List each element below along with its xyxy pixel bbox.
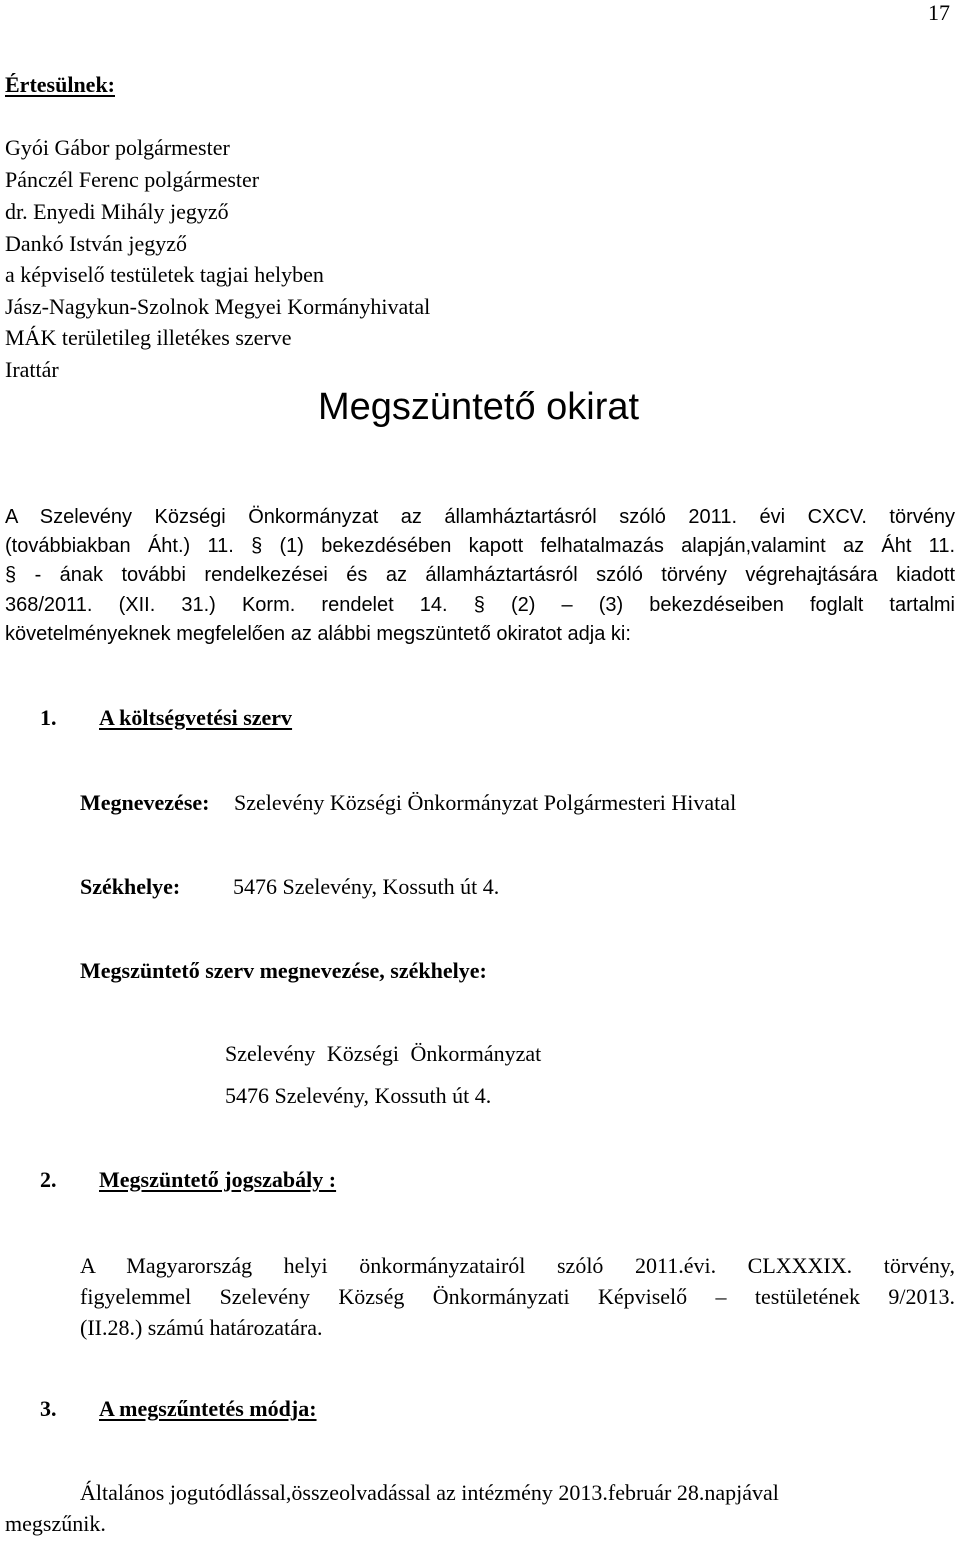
- section-3-number: 3.: [40, 1396, 57, 1421]
- recipient-item: Pánczél Ferenc polgármester: [5, 167, 260, 192]
- terminator-name: Szelevény Községi Önkormányzat: [225, 1041, 542, 1066]
- intro-line-text: A Szelevény Községi Önkormányzat az államháztartásról szóló 2011. évi CXCV. törvény: [5, 506, 955, 528]
- seat-value: 5476 Szelevény, Kossuth út 4.: [233, 874, 500, 899]
- termination-line: megszűnik.: [5, 1511, 106, 1536]
- intro-line-text: (továbbiakban Áht.) 11. § (1) bekezdésében kapott felhatalmazás alapján,valamint az Áht 11.: [5, 535, 955, 557]
- termination-line: Általános jogutódlással,összeolvadással az intézmény 2013.február 28.napjával: [80, 1480, 779, 1505]
- recipient-item: dr. Enyedi Mihály jegyző: [5, 199, 229, 224]
- page-number: 17: [928, 0, 950, 25]
- name-label: Megnevezése:: [80, 790, 210, 815]
- section-1-number: 1.: [40, 705, 57, 730]
- recipients-heading: Értesülnek:: [5, 72, 115, 97]
- recipient-item: Irattár: [5, 357, 59, 382]
- section-1-heading: A költségvetési szerv: [99, 705, 293, 730]
- intro-line: [5, 564, 955, 587]
- law-line-text: A Magyarország helyi önkormányzatairól szóló 2011.évi. CLXXXIX. törvény,: [80, 1253, 955, 1278]
- intro-line: [5, 535, 955, 558]
- recipient-item: Gyói Gábor polgármester: [5, 135, 230, 160]
- law-line: [80, 1284, 955, 1310]
- intro-line-text: 368/2011. (XII. 31.) Korm. rendelet 14. § (2) – (3) bekezdéseiben foglalt tartalmi: [5, 594, 955, 616]
- recipient-item: Dankó István jegyző: [5, 231, 188, 256]
- recipient-item: MÁK területileg illetékes szerve: [5, 325, 292, 350]
- law-line: [80, 1253, 955, 1279]
- intro-line: követelményeknek megfelelően az alábbi megszüntető okiratot adja ki:: [5, 623, 631, 645]
- seat-label: Székhelye:: [80, 874, 181, 899]
- terminator-address: 5476 Szelevény, Kossuth út 4.: [225, 1083, 492, 1108]
- intro-line: [5, 594, 955, 617]
- recipient-item: Jász-Nagykun-Szolnok Megyei Kormányhivatal: [5, 294, 431, 319]
- law-line-text: figyelemmel Szelevény Község Önkormányzati Képviselő – testületének 9/2013.: [80, 1284, 955, 1309]
- section-3-heading: A megszűntetés módja:: [99, 1396, 317, 1421]
- document-title: Megszüntető okirat: [318, 386, 640, 428]
- intro-line-text: § - ának további rendelkezései és az államháztartásról szóló törvény végrehajtására kiadott: [5, 564, 955, 586]
- terminator-label: Megszüntető szerv megnevezése, székhelye:: [80, 958, 487, 983]
- recipient-item: a képviselő testületek tagjai helyben: [5, 262, 324, 287]
- section-2-heading: Megszüntető jogszabály :: [99, 1167, 337, 1192]
- name-value: Szelevény Községi Önkormányzat Polgármesteri Hivatal: [234, 790, 737, 815]
- section-2-number: 2.: [40, 1167, 57, 1192]
- law-line: (II.28.) számú határozatára.: [80, 1315, 323, 1340]
- intro-line: [5, 506, 955, 529]
